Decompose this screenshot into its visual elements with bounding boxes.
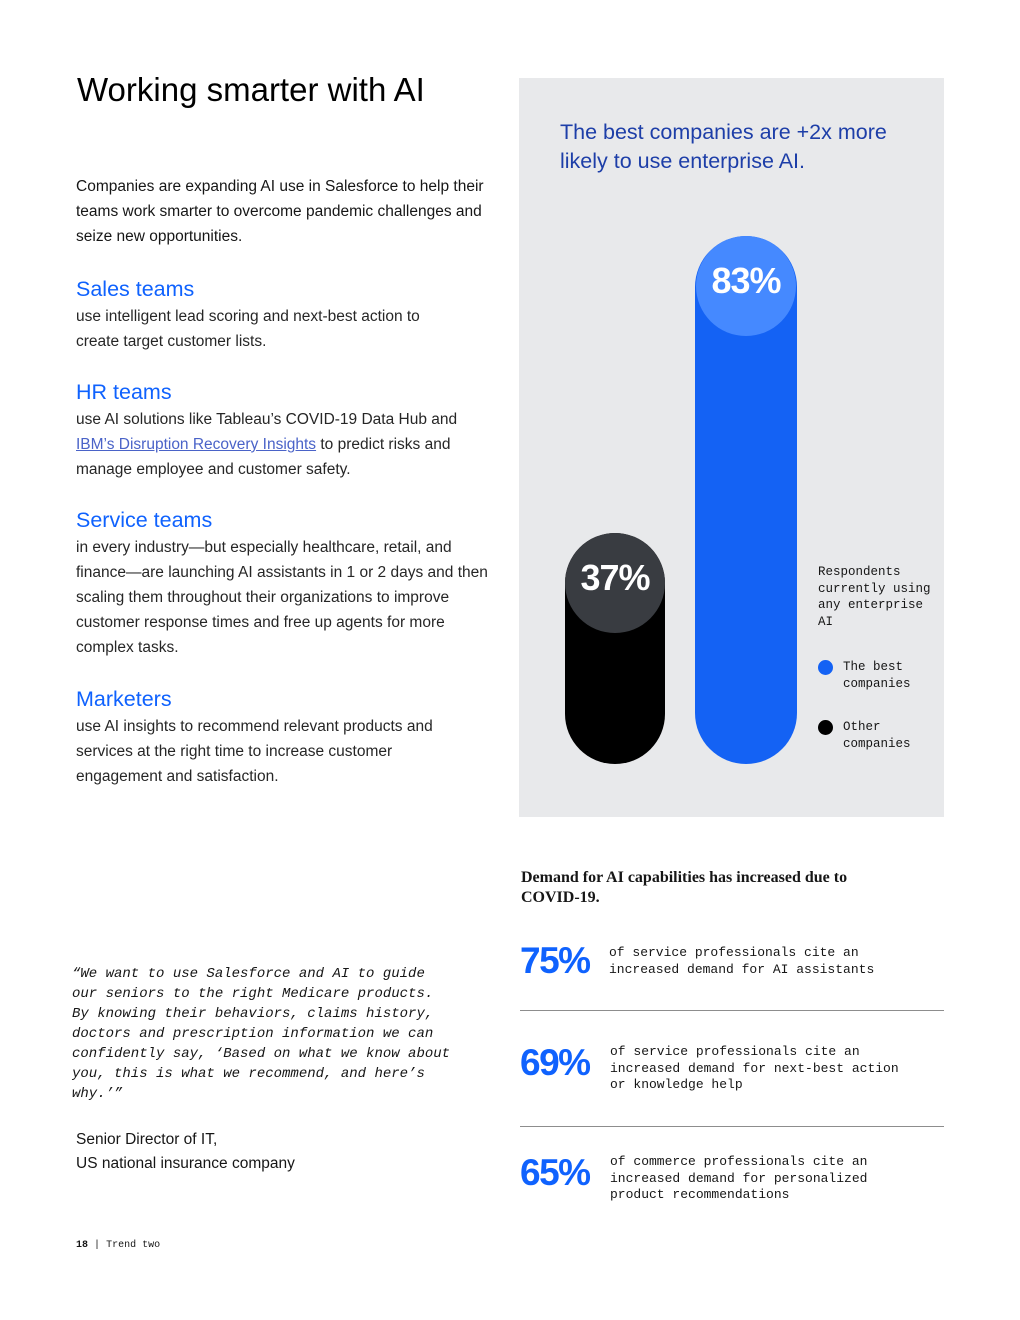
page-number: 18 bbox=[76, 1240, 89, 1251]
hr-teams-body-start: use AI solutions like Tableau’s COVID-19 Data Hub and bbox=[76, 411, 458, 428]
footer-section: Trend two bbox=[106, 1240, 161, 1251]
service-teams-section bbox=[76, 505, 496, 660]
legend-item-best bbox=[818, 659, 938, 692]
enterprise-ai-chart-panel bbox=[519, 78, 944, 817]
chart-title: The best companies are +2x more likely to use enterprise AI. bbox=[560, 120, 887, 173]
stat-description: of service professionals cite an increased demand for AI assistants bbox=[609, 945, 875, 977]
customer-quote: “We want to use Salesforce and AI to guide our seniors to the right Medicare products. By knowing their behaviors, claims history, doctors and prescription information we can confidently say, ‘Based on what we know about you, this is what we recommend, and here’s why.’” bbox=[72, 966, 451, 1102]
footer-separator: | bbox=[94, 1240, 101, 1251]
marketers-body: use AI insights to recommend relevant products and services at the right time to increase customer engagement and satisfaction. bbox=[76, 718, 433, 785]
bar-best-value-cap bbox=[696, 236, 796, 336]
bar-other-value-label: 37% bbox=[580, 557, 650, 598]
marketers-heading: Marketers bbox=[76, 687, 172, 711]
sales-teams-body: use intelligent lead scoring and next-best action to create target customer lists. bbox=[76, 308, 420, 350]
bar-other-value-cap bbox=[565, 533, 665, 633]
bar-best-value-label: 83% bbox=[711, 260, 781, 301]
stat-percent: 69% bbox=[520, 1042, 590, 1083]
stat-description: of commerce professionals cite an increased demand for personalized product recommendations bbox=[610, 1154, 868, 1202]
stat-percent: 65% bbox=[520, 1152, 590, 1193]
hr-teams-body bbox=[76, 407, 486, 482]
demand-title: Demand for AI capabilities has increased due to COVID-19. bbox=[521, 869, 848, 906]
service-teams-body: in every industry—but especially healthcare, retail, and finance—are launching AI assistants in 1 or 2 days and then scaling them throughout their organizations to improve customer response times and free up agents for more complex tasks. bbox=[76, 539, 488, 656]
stat-percent: 75% bbox=[520, 940, 590, 981]
hr-teams-heading: HR teams bbox=[76, 380, 172, 404]
page-footer bbox=[76, 1240, 160, 1251]
service-teams-heading: Service teams bbox=[76, 508, 213, 532]
hr-teams-section bbox=[76, 377, 496, 482]
intro-paragraph: Companies are expanding AI use in Salesforce to help their teams work smarter to overcome pandemic challenges and seize new opportunities. bbox=[76, 178, 484, 245]
marketers-section bbox=[76, 684, 496, 789]
stat-description: of service professionals cite an increased demand for next-best action or knowledge help bbox=[610, 1044, 899, 1092]
hr-teams-body-end: to predict risks and manage employee and customer safety. bbox=[76, 436, 451, 478]
sales-teams-heading: Sales teams bbox=[76, 277, 195, 301]
legend-label-best: The best companies bbox=[843, 660, 911, 691]
page-title: Working smarter with AI bbox=[77, 71, 425, 108]
quote-attribution: Senior Director of IT, US national insurance company bbox=[76, 1131, 295, 1172]
legend-item-other bbox=[818, 719, 938, 752]
legend-label-other: Other companies bbox=[843, 720, 911, 751]
sales-teams-section bbox=[76, 274, 496, 354]
legend-dot-other bbox=[818, 720, 833, 735]
stat-divider bbox=[520, 1126, 944, 1127]
disruption-recovery-link[interactable]: IBM’s Disruption Recovery Insights bbox=[76, 436, 317, 453]
stat-divider bbox=[520, 1010, 944, 1011]
legend-title: Respondents currently using any enterprise AI bbox=[818, 565, 931, 629]
legend-dot-best bbox=[818, 660, 833, 675]
